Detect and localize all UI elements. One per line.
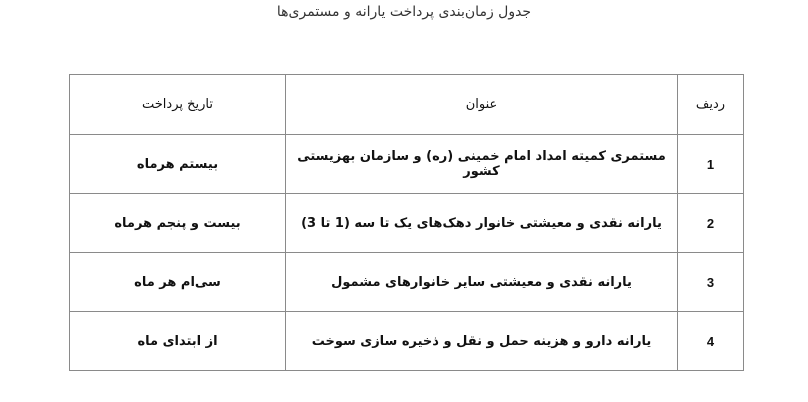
row-payment-date: سی‌ام هر ماه bbox=[70, 253, 286, 312]
header-payment-date: تاریخ پرداخت bbox=[70, 75, 286, 135]
row-title: یارانه نقدی و معیشتی خانوار دهک‌های یک تا سه (1 تا 3) bbox=[286, 194, 678, 253]
row-title: مستمری کمیته امداد امام خمینی (ره) و سازمان بهزیستی کشور bbox=[286, 135, 678, 194]
table-header-row bbox=[70, 75, 744, 135]
payment-schedule-table bbox=[69, 74, 744, 371]
table-caption: جدول زمان‌بندی پرداخت یارانه و مستمری‌ها bbox=[276, 4, 532, 20]
row-number: 1 bbox=[678, 135, 744, 194]
row-payment-date: بیست و پنجم هرماه bbox=[70, 194, 286, 253]
row-payment-date: از ابتدای ماه bbox=[70, 312, 286, 371]
row-number: 4 bbox=[678, 312, 744, 371]
row-title: یارانه دارو و هزینه حمل و نقل و ذخیره سازی سوخت bbox=[286, 312, 678, 371]
row-payment-date: بیستم هرماه bbox=[70, 135, 286, 194]
header-row-number: ردیف bbox=[678, 75, 744, 135]
table-row bbox=[70, 253, 744, 312]
table-row bbox=[70, 312, 744, 371]
row-title: یارانه نقدی و معیشتی سایر خانوارهای مشمول bbox=[286, 253, 678, 312]
table-row bbox=[70, 135, 744, 194]
row-number: 3 bbox=[678, 253, 744, 312]
header-title: عنوان bbox=[286, 75, 678, 135]
row-number: 2 bbox=[678, 194, 744, 253]
table-row bbox=[70, 194, 744, 253]
